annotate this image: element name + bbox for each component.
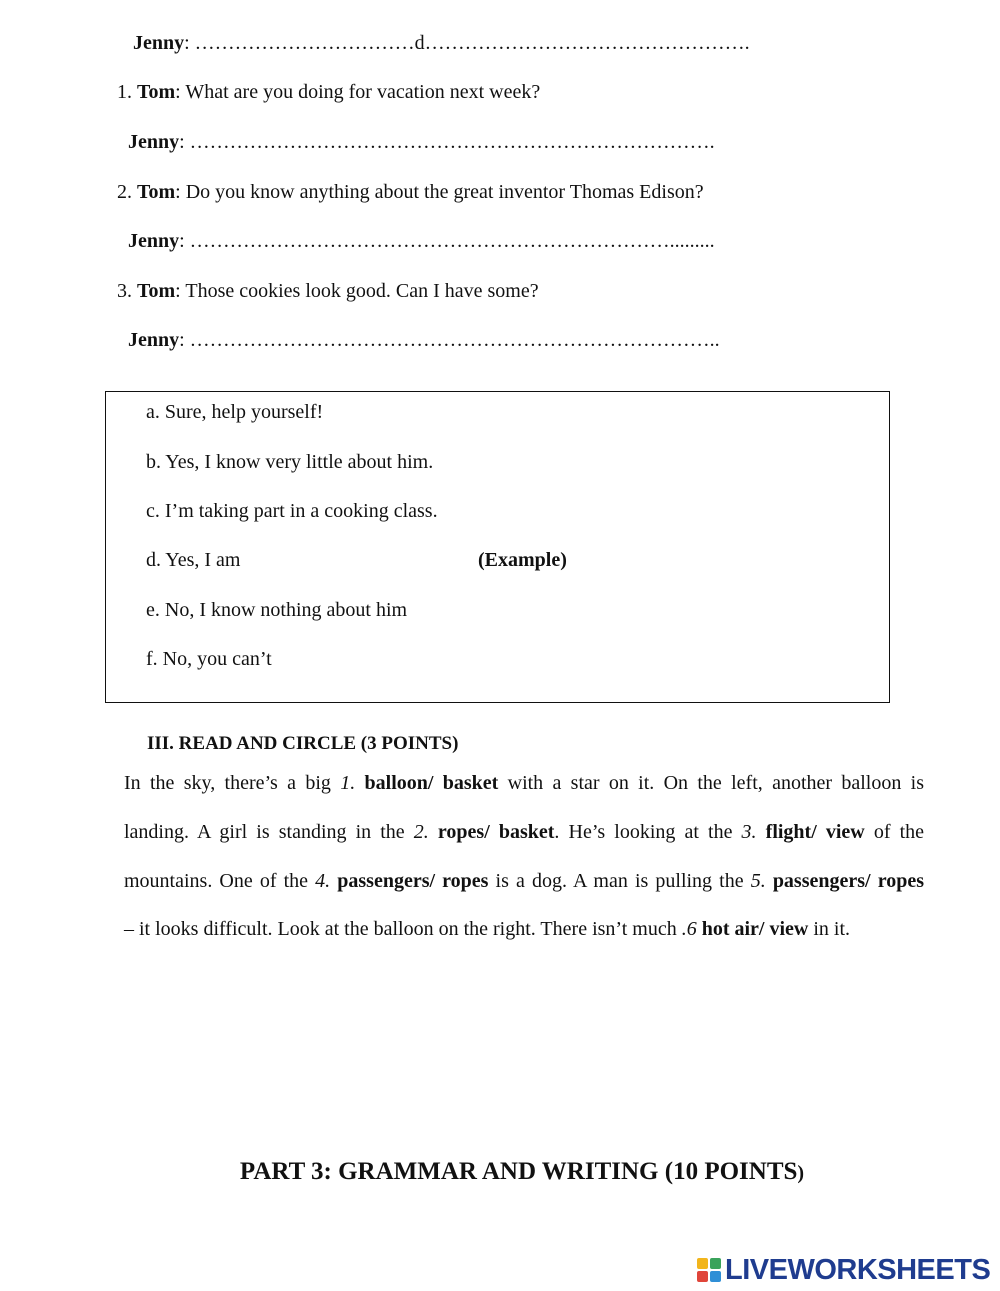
choice-5[interactable]: passengers/ ropes xyxy=(772,870,924,892)
option-d: d. Yes, I am xyxy=(146,549,241,571)
option-b: b. Yes, I know very little about him. xyxy=(146,451,434,473)
paragraph-line-3: mountains. One of the 4. passengers/ ropes is a dog. A man is pulling the 5. passengers/ ropes xyxy=(124,870,924,892)
answer-1 xyxy=(128,130,715,154)
question-number: 3. xyxy=(117,280,132,302)
question-text: : What are you doing for vacation next week? xyxy=(175,81,541,103)
paragraph-line-1: In the sky, there’s a big 1. balloon/ basket with a star on it. On the left, another balloon is xyxy=(124,772,924,794)
paragraph-line-2: landing. A girl is standing in the 2. ropes/ basket. He’s looking at the 3. flight/ view of the xyxy=(124,821,925,843)
paragraph-line-4: – it looks difficult. Look at the balloon on the right. There isn’t much .6 hot air/ view in it. xyxy=(124,918,851,940)
choice-4[interactable]: passengers/ ropes xyxy=(337,870,489,892)
example-answer-line xyxy=(133,31,750,55)
option-a: a. Sure, help yourself! xyxy=(146,401,324,423)
question-text: : Those cookies look good. Can I have some? xyxy=(175,280,539,302)
choice-3[interactable]: flight/ view xyxy=(765,821,865,843)
speaker-jenny: Jenny xyxy=(128,230,180,252)
speaker-jenny: Jenny xyxy=(128,131,180,153)
speaker-tom: Tom xyxy=(137,280,176,302)
section-3-heading: III. READ AND CIRCLE (3 POINTS) xyxy=(147,733,459,754)
example-label: (Example) xyxy=(478,549,567,571)
choice-1[interactable]: balloon/ basket xyxy=(364,772,499,794)
choice-6[interactable]: hot air/ view xyxy=(701,918,809,940)
speaker-jenny: Jenny xyxy=(128,329,180,351)
answer-blank[interactable]: : ……………………………………………………………………. xyxy=(179,131,715,153)
part-3-heading: PART 3: GRAMMAR AND WRITING (10 POINTS) xyxy=(239,1158,805,1185)
option-f: f. No, you can’t xyxy=(146,648,272,670)
option-e: e. No, I know nothing about him xyxy=(146,599,408,621)
question-text: : Do you know anything about the great inventor Thomas Edison? xyxy=(175,181,704,203)
question-number: 2. xyxy=(117,181,132,203)
answer-blank[interactable]: : …………………………………………………………………….. xyxy=(179,329,720,351)
answer-3 xyxy=(128,328,720,352)
option-c: c. I’m taking part in a cooking class. xyxy=(146,500,438,522)
liveworksheets-logo xyxy=(697,1254,990,1286)
speaker-jenny: Jenny xyxy=(133,32,185,54)
answer-blank[interactable]: : ………………………………………………………………......... xyxy=(179,230,715,252)
choice-2[interactable]: ropes/ basket xyxy=(437,821,555,843)
question-3 xyxy=(117,279,539,303)
question-1 xyxy=(117,80,540,104)
answer-options-box xyxy=(105,391,890,703)
question-2 xyxy=(117,180,704,204)
speaker-tom: Tom xyxy=(137,181,176,203)
answer-2 xyxy=(128,229,715,253)
logo-wordmark: LIVEWORKSHEETS xyxy=(725,1253,991,1286)
speaker-tom: Tom xyxy=(137,81,176,103)
answer-blank[interactable]: : ……………………………d…………………………………………. xyxy=(184,32,750,54)
logo-icon xyxy=(697,1258,721,1282)
question-number: 1. xyxy=(117,81,132,103)
